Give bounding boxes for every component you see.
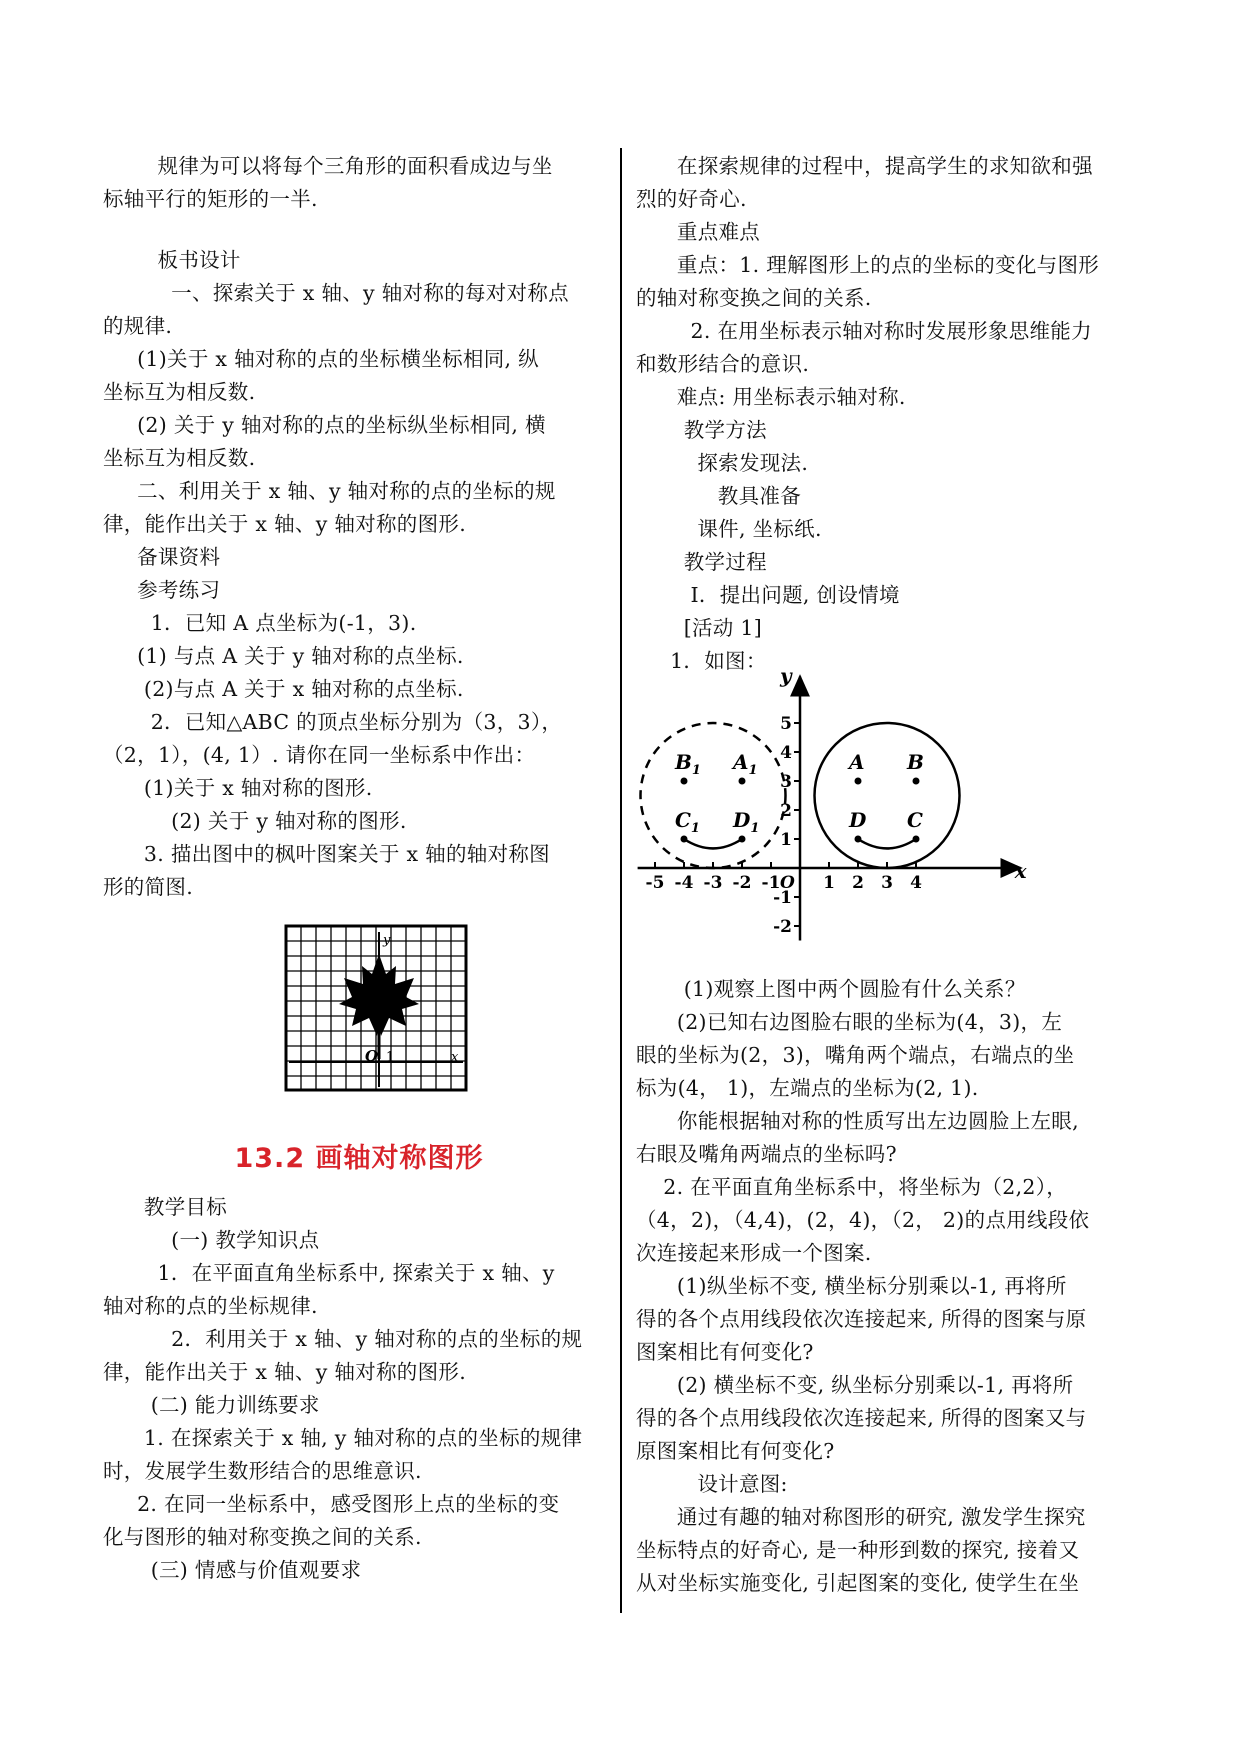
text-line: (1)关于 x 轴对称的图形. bbox=[103, 776, 373, 800]
text-line: 重点难点 bbox=[636, 220, 761, 244]
text-line: 一、探索关于 x 轴、y 轴对称的每对对称点 bbox=[103, 281, 569, 305]
face-point-dot bbox=[855, 778, 862, 785]
text-line: 1．已知 A 点坐标为(-1，3). bbox=[103, 611, 417, 635]
y-tick-label: 1 bbox=[780, 830, 792, 850]
text-line: 探索发现法. bbox=[636, 451, 809, 475]
text-line: 和数形结合的意识. bbox=[636, 352, 810, 376]
y-tick-label: 5 bbox=[780, 714, 792, 734]
text-line: (2) 关于 y 轴对称的图形. bbox=[103, 809, 407, 833]
text-line: 教学方法 bbox=[636, 418, 767, 442]
text-line: (三) 情感与价值观要求 bbox=[103, 1558, 362, 1582]
text-line: 设计意图: bbox=[636, 1472, 788, 1496]
x-tick-label: 1 bbox=[823, 873, 835, 893]
text-line: 的规律. bbox=[103, 314, 173, 338]
text-line: 右眼及嘴角两端点的坐标吗? bbox=[636, 1142, 897, 1166]
right-block-1 bbox=[636, 150, 1146, 678]
y-tick-label: 2 bbox=[780, 801, 792, 821]
text-line: (二) 能力训练要求 bbox=[103, 1393, 320, 1417]
text-line: 眼的坐标为(2，3)，嘴角两个端点，右端点的坐 bbox=[636, 1043, 1075, 1067]
smiley-coordinate-plot bbox=[636, 663, 1146, 973]
left-face-dashed-circle bbox=[641, 723, 786, 868]
text-line: 通过有趣的轴对称图形的研究, 激发学生探究 bbox=[636, 1505, 1086, 1529]
y-tick-label: 3 bbox=[780, 772, 792, 792]
face-point-label: $D_1$ bbox=[733, 808, 760, 836]
right-face-mouth bbox=[858, 839, 916, 848]
section-title: 13.2 画轴对称图形 bbox=[234, 1143, 484, 1174]
text-line: （2，1），(4, 1）. 请你在同一坐标系中作出： bbox=[103, 743, 536, 767]
text-line: 坐标互为相反数. bbox=[103, 380, 256, 404]
leaf-x-label: x bbox=[451, 1050, 459, 1065]
text-line: 轴对称的点的坐标规律. bbox=[103, 1294, 318, 1318]
text-line: 标为(4， 1)，左端点的坐标为(2, 1). bbox=[636, 1076, 979, 1100]
face-point-dot bbox=[739, 836, 746, 843]
left-block-2 bbox=[103, 244, 615, 904]
text-line: 标轴平行的矩形的一半. bbox=[103, 187, 318, 211]
text-line: (一) 教学知识点 bbox=[103, 1228, 320, 1252]
right-block-2 bbox=[636, 973, 1146, 1600]
x-tick-label: 3 bbox=[881, 873, 893, 893]
x-tick-label: -5 bbox=[645, 873, 665, 893]
x-tick-label: -4 bbox=[674, 873, 694, 893]
face-point-label: A bbox=[849, 750, 865, 774]
text-line: (2) 关于 y 轴对称的点的坐标纵坐标相同, 横 bbox=[103, 413, 546, 437]
y-axis-label: y bbox=[780, 663, 792, 688]
x-tick-label: 2 bbox=[852, 873, 864, 893]
text-line: 2. 在平面直角坐标系中，将坐标为（2,2）， bbox=[636, 1175, 1068, 1199]
text-line: 从对坐标实施变化, 引起图案的变化, 使学生在坐 bbox=[636, 1571, 1080, 1595]
text-line: 2．利用关于 x 轴、y 轴对称的点的坐标的规 bbox=[103, 1327, 583, 1351]
text-line: 1. 在探索关于 x 轴, y 轴对称的点的坐标的规律 bbox=[103, 1426, 583, 1450]
text-line: 难点: 用坐标表示轴对称. bbox=[636, 385, 906, 409]
text-line: (1)观察上图中两个圆脸有什么关系？ bbox=[636, 977, 1026, 1001]
face-point-dot bbox=[739, 778, 746, 785]
text-line: 2．已知△ABC 的顶点坐标分别为（3，3）， bbox=[103, 710, 563, 734]
text-line: (2) 横坐标不变, 纵坐标分别乘以-1, 再将所 bbox=[636, 1373, 1074, 1397]
text-line: 时，发展学生数形结合的思维意识. bbox=[103, 1459, 422, 1483]
maple-leaf-grid bbox=[103, 904, 615, 1099]
text-line: (1) 与点 A 关于 y 轴对称的点坐标. bbox=[103, 644, 464, 668]
x-tick-label: -1 bbox=[761, 873, 781, 893]
text-line: 律，能作出关于 x 轴、y 轴对称的图形. bbox=[103, 1360, 467, 1384]
text-line: [活动 1] bbox=[636, 616, 763, 640]
right-face-circle bbox=[815, 723, 960, 868]
text-line: 教学目标 bbox=[103, 1195, 228, 1219]
text-line: 2. 在用坐标表示轴对称时发展形象思维能力 bbox=[636, 319, 1092, 343]
left-block-3 bbox=[103, 1191, 615, 1587]
text-line: Ⅰ．提出问题, 创设情境 bbox=[636, 583, 900, 607]
x-axis-label: x bbox=[1014, 859, 1027, 883]
text-line: 得的各个点用线段依次连接起来, 所得的图案与原 bbox=[636, 1307, 1087, 1331]
leaf-one-label: 1 bbox=[386, 1050, 395, 1065]
face-point-label: B bbox=[907, 750, 924, 774]
text-line: （4，2)，（4,4)，(2，4)，（2， 2)的点用线段依 bbox=[636, 1208, 1090, 1232]
text-line: (2)已知右边图脸右眼的坐标为(4，3)，左 bbox=[636, 1010, 1063, 1034]
text-line: 律，能作出关于 x 轴、y 轴对称的图形. bbox=[103, 512, 467, 536]
face-point-dot bbox=[681, 836, 688, 843]
text-line: 形的简图. bbox=[103, 875, 194, 899]
y-tick-label: 4 bbox=[780, 743, 792, 763]
text-line: 1．在平面直角坐标系中, 探索关于 x 轴、y bbox=[103, 1261, 555, 1285]
text-line: 板书设计 bbox=[103, 248, 241, 272]
text-line: 2. 在同一坐标系中，感受图形上点的坐标的变 bbox=[103, 1492, 560, 1516]
y-tick-label: -1 bbox=[773, 888, 792, 908]
face-point-label: C bbox=[907, 808, 923, 832]
face-point-label: D bbox=[849, 808, 867, 832]
text-line: 二、利用关于 x 轴、y 轴对称的点的坐标的规 bbox=[103, 479, 556, 503]
origin-label: O bbox=[780, 873, 795, 893]
text-line: 烈的好奇心. bbox=[636, 187, 747, 211]
face-point-dot bbox=[913, 778, 920, 785]
face-point-label: $C_1$ bbox=[675, 808, 700, 836]
face-point-dot bbox=[913, 836, 920, 843]
leaf-y-label: y bbox=[383, 933, 391, 948]
maple-leaf-figure bbox=[103, 904, 615, 1099]
text-line: (1)关于 x 轴对称的点的坐标横坐标相同, 纵 bbox=[103, 347, 539, 371]
x-tick-label: 4 bbox=[910, 873, 922, 893]
text-line: 规律为可以将每个三角形的面积看成边与坐 bbox=[103, 154, 553, 178]
face-point-dot bbox=[855, 836, 862, 843]
left-column bbox=[103, 150, 615, 1587]
smiley-faces-figure bbox=[636, 663, 1146, 973]
text-line: 次连接起来形成一个图案. bbox=[636, 1241, 872, 1265]
text-line: 课件, 坐标纸. bbox=[636, 517, 822, 541]
text-line: 你能根据轴对称的性质写出左边圆脸上左眼, bbox=[636, 1109, 1079, 1133]
text-line: 参考练习 bbox=[103, 578, 221, 602]
right-column bbox=[636, 150, 1146, 1600]
text-line: 重点：1. 理解图形上的点的坐标的变化与图形 bbox=[636, 253, 1100, 277]
y-tick-label: -2 bbox=[773, 917, 792, 937]
text-line: 坐标特点的好奇心, 是一种形到数的探究, 接着又 bbox=[636, 1538, 1080, 1562]
text-line: 原图案相比有何变化? bbox=[636, 1439, 835, 1463]
text-line: 教学过程 bbox=[636, 550, 767, 574]
column-divider bbox=[620, 148, 622, 1613]
left-face-mouth bbox=[684, 839, 742, 848]
text-line: (1)纵坐标不变, 横坐标分别乘以-1, 再将所 bbox=[636, 1274, 1067, 1298]
text-line: 教具准备 bbox=[636, 484, 801, 508]
x-tick-label: -2 bbox=[732, 873, 752, 893]
text-line: 在探索规律的过程中，提高学生的求知欲和强 bbox=[636, 154, 1093, 178]
text-line: 的轴对称变换之间的关系. bbox=[636, 286, 872, 310]
left-block-1 bbox=[103, 150, 615, 216]
text-line: 1．如图： bbox=[636, 649, 767, 673]
x-tick-label: -3 bbox=[703, 873, 723, 893]
text-line: 化与图形的轴对称变换之间的关系. bbox=[103, 1525, 422, 1549]
face-point-label: $A_1$ bbox=[733, 750, 758, 778]
text-line: 图案相比有何变化? bbox=[636, 1340, 814, 1364]
face-point-label: $B_1$ bbox=[675, 750, 701, 778]
text-line: 备课资料 bbox=[103, 545, 221, 569]
face-point-dot bbox=[681, 778, 688, 785]
text-line: 得的各个点用线段依次连接起来, 所得的图案又与 bbox=[636, 1406, 1087, 1430]
text-line: 3. 描出图中的枫叶图案关于 x 轴的轴对称图 bbox=[103, 842, 550, 866]
text-line: (2)与点 A 关于 x 轴对称的点坐标. bbox=[103, 677, 464, 701]
leaf-origin-label: O bbox=[365, 1047, 379, 1065]
text-line: 坐标互为相反数. bbox=[103, 446, 256, 470]
